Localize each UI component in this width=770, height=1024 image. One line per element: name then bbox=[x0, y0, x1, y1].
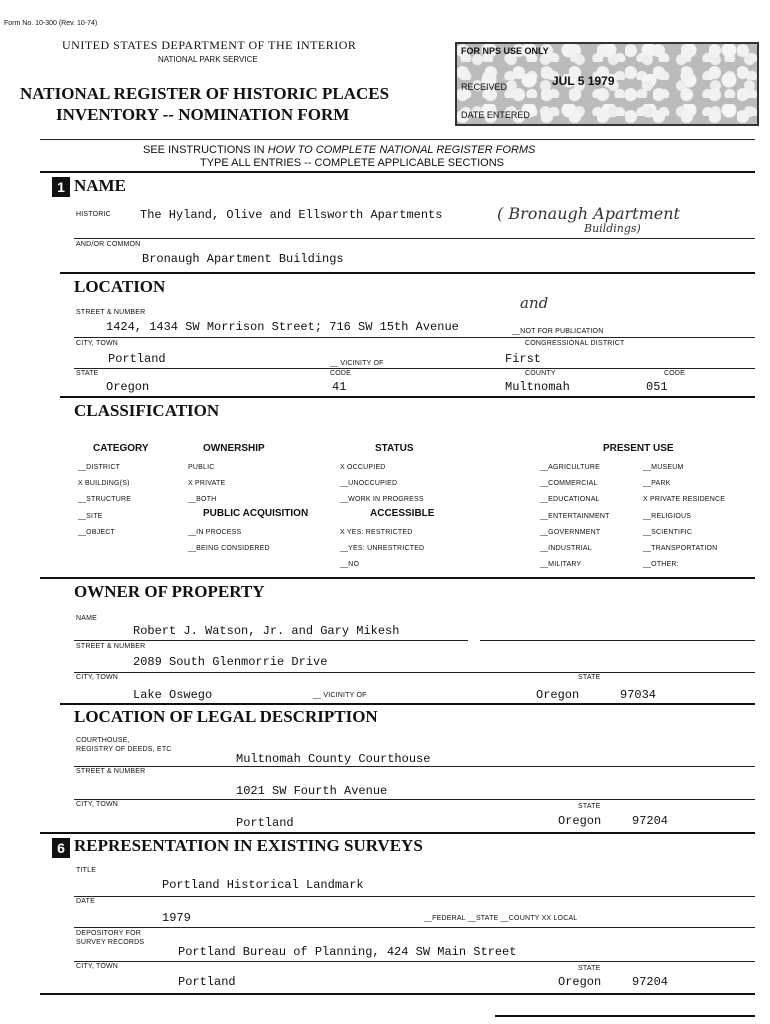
category-item: __STRUCTURE bbox=[78, 496, 132, 504]
present-use-item: __EDUCATIONAL bbox=[540, 496, 600, 504]
date-entered-label: DATE ENTERED bbox=[461, 110, 530, 120]
owner-state-value: Oregon bbox=[536, 688, 580, 702]
category-list bbox=[78, 460, 131, 541]
form-title: NATIONAL REGISTER OF HISTORIC PLACES bbox=[20, 84, 390, 103]
present-use-item: __MILITARY bbox=[540, 561, 582, 569]
county-code-label: CODE bbox=[664, 370, 686, 377]
rule bbox=[74, 896, 755, 897]
ownership-item: PUBLIC bbox=[188, 464, 215, 471]
historic-handwriting: ( Bronaugh Apartment bbox=[497, 204, 680, 223]
survey-city-label: CITY, TOWN bbox=[76, 963, 119, 970]
public-acquisition-heading: PUBLIC ACQUISITION bbox=[203, 508, 309, 519]
rule bbox=[74, 766, 755, 767]
common-value: Bronaugh Apartment Buildings bbox=[142, 252, 344, 266]
rule bbox=[74, 368, 755, 369]
ownership-heading: OWNERSHIP bbox=[203, 443, 265, 454]
owner-street-value: 2089 South Glenmorrie Drive bbox=[133, 655, 328, 669]
rule bbox=[480, 640, 755, 641]
city-value: Portland bbox=[108, 352, 166, 366]
rule bbox=[74, 640, 468, 641]
category-item: __OBJECT bbox=[78, 528, 115, 536]
vicinity-label: __ VICINITY OF bbox=[330, 360, 384, 367]
section-heading-owner: OWNER OF PROPERTY bbox=[74, 582, 265, 601]
ownership-item: X PRIVATE bbox=[188, 480, 226, 488]
present-use-item: __GOVERNMENT bbox=[540, 528, 601, 536]
rule bbox=[60, 272, 755, 274]
code-label: CODE bbox=[330, 370, 352, 377]
rule bbox=[74, 672, 755, 673]
congressional-district-value: First bbox=[505, 352, 542, 366]
survey-records-label: SURVEY RECORDS bbox=[76, 939, 145, 946]
survey-state-value: Oregon bbox=[558, 975, 602, 989]
present-use-list-right bbox=[643, 460, 725, 573]
courthouse-value: Multnomah County Courthouse bbox=[236, 752, 431, 766]
category-item: X BUILDING(S) bbox=[78, 480, 130, 488]
present-use-item: __MUSEUM bbox=[643, 464, 684, 471]
present-use-item: __TRANSPORTATION bbox=[643, 545, 718, 553]
status-item: __WORK IN PROGRESS bbox=[340, 496, 424, 504]
present-use-item: X PRIVATE RESIDENCE bbox=[643, 496, 726, 504]
rule bbox=[60, 396, 755, 398]
ownership-list bbox=[188, 460, 225, 509]
category-item: __SITE bbox=[78, 512, 103, 520]
status-heading: STATUS bbox=[375, 443, 414, 454]
rule bbox=[495, 1015, 755, 1017]
present-use-item: __OTHER: bbox=[643, 561, 679, 569]
category-heading: CATEGORY bbox=[93, 443, 149, 454]
rule bbox=[74, 238, 755, 239]
legal-street-label: STREET & NUMBER bbox=[76, 768, 146, 775]
courthouse-label: COURTHOUSE, bbox=[76, 737, 130, 744]
survey-state-label: STATE bbox=[578, 965, 601, 972]
survey-date-label: DATE bbox=[76, 898, 95, 905]
county-label: COUNTY bbox=[525, 370, 556, 377]
section-number: 6 bbox=[52, 838, 70, 858]
owner-city-value: Lake Oswego bbox=[133, 688, 213, 702]
state-value: Oregon bbox=[106, 380, 150, 394]
legal-city-value: Portland bbox=[236, 816, 294, 830]
historic-label: HISTORIC bbox=[76, 211, 111, 218]
rule bbox=[74, 927, 755, 928]
county-code-value: 051 bbox=[646, 380, 668, 394]
street-value: 1424, 1434 SW Morrison Street; 716 SW 15th Avenue bbox=[106, 320, 459, 334]
present-use-item: __RELIGIOUS bbox=[643, 512, 692, 520]
present-use-item: __ENTERTAINMENT bbox=[540, 512, 610, 520]
rule bbox=[60, 703, 755, 705]
instructions-line2: TYPE ALL ENTRIES -- COMPLETE APPLICABLE SECTIONS bbox=[200, 157, 505, 169]
survey-levels: __FEDERAL __STATE __COUNTY XX LOCAL bbox=[424, 915, 578, 922]
survey-zip: 97204 bbox=[632, 975, 669, 989]
section-heading-name: NAME bbox=[74, 176, 126, 195]
accessible-item: __YES: UNRESTRICTED bbox=[340, 545, 425, 553]
legal-street-value: 1021 SW Fourth Avenue bbox=[236, 784, 388, 798]
present-use-heading: PRESENT USE bbox=[603, 443, 674, 454]
department: UNITED STATES DEPARTMENT OF THE INTERIOR bbox=[62, 38, 357, 52]
owner-city-label: CITY, TOWN bbox=[76, 674, 119, 681]
accessible-heading: ACCESSIBLE bbox=[370, 508, 435, 519]
ownership-item: __BOTH bbox=[188, 496, 217, 504]
present-use-item: __PARK bbox=[643, 480, 671, 488]
section-heading-classification: CLASSIFICATION bbox=[74, 401, 220, 420]
park-service: NATIONAL PARK SERVICE bbox=[158, 55, 258, 64]
present-use-item: __SCIENTIFIC bbox=[643, 528, 693, 536]
status-item: X OCCUPIED bbox=[340, 464, 386, 471]
section-heading-legal: LOCATION OF LEGAL DESCRIPTION bbox=[74, 707, 378, 726]
received-label: RECEIVED bbox=[461, 82, 508, 92]
rule bbox=[74, 799, 755, 800]
rule bbox=[40, 577, 755, 579]
present-use-list-left bbox=[540, 460, 610, 573]
status-list bbox=[340, 460, 424, 509]
rule bbox=[40, 832, 755, 834]
form-subtitle: INVENTORY -- NOMINATION FORM bbox=[56, 105, 350, 124]
public-acquisition-item: __BEING CONSIDERED bbox=[188, 545, 270, 553]
street-label: STREET & NUMBER bbox=[76, 309, 146, 316]
survey-city-value: Portland bbox=[178, 975, 236, 989]
legal-city-label: CITY, TOWN bbox=[76, 801, 119, 808]
accessible-item: __NO bbox=[340, 561, 360, 569]
header-rule bbox=[40, 139, 755, 140]
city-label: CITY, TOWN bbox=[76, 340, 119, 347]
survey-title-value: Portland Historical Landmark bbox=[162, 878, 364, 892]
county-value: Multnomah bbox=[505, 380, 570, 394]
section-heading-location: LOCATION bbox=[74, 277, 166, 296]
rule bbox=[74, 337, 755, 338]
survey-date-value: 1979 bbox=[162, 911, 191, 925]
nps-use-box bbox=[455, 42, 759, 126]
owner-state-label: STATE bbox=[578, 674, 601, 681]
registry-label: REGISTRY OF DEEDS, ETC bbox=[76, 746, 172, 753]
status-item: __UNOCCUPIED bbox=[340, 480, 398, 488]
not-for-publication: __NOT FOR PUBLICATION bbox=[512, 328, 604, 335]
section-heading-survey: REPRESENTATION IN EXISTING SURVEYS bbox=[74, 836, 423, 855]
owner-name-label: NAME bbox=[76, 615, 98, 622]
depository-value: Portland Bureau of Planning, 424 SW Main Street bbox=[178, 945, 517, 959]
state-label: STATE bbox=[76, 370, 99, 377]
public-acquisition-item: __IN PROCESS bbox=[188, 529, 242, 536]
accessible-list bbox=[340, 525, 424, 574]
owner-vicinity-label: __ VICINITY OF bbox=[313, 692, 367, 699]
rule bbox=[74, 961, 755, 962]
street-handwriting: and bbox=[520, 294, 549, 312]
category-item: __DISTRICT bbox=[78, 464, 121, 471]
legal-state-label: STATE bbox=[578, 803, 601, 810]
survey-title-label: TITLE bbox=[76, 867, 97, 874]
owner-street-label: STREET & NUMBER bbox=[76, 643, 146, 650]
present-use-item: __AGRICULTURE bbox=[540, 464, 601, 471]
common-label: AND/OR COMMON bbox=[76, 241, 141, 248]
historic-handwriting-2: Buildings) bbox=[584, 222, 641, 235]
owner-name-value: Robert J. Watson, Jr. and Gary Mikesh bbox=[133, 624, 400, 638]
legal-state-value: Oregon bbox=[558, 814, 602, 828]
owner-zip: 97034 bbox=[620, 688, 657, 702]
rule bbox=[40, 993, 755, 995]
depository-label: DEPOSITORY FOR bbox=[76, 930, 142, 937]
accessible-item: X YES: RESTRICTED bbox=[340, 529, 413, 536]
section-rule bbox=[40, 171, 755, 173]
instructions-line1: SEE INSTRUCTIONS IN HOW TO COMPLETE NATIONAL REGISTER FORMS bbox=[143, 144, 536, 156]
historic-value: The Hyland, Olive and Ellsworth Apartments bbox=[140, 208, 443, 222]
legal-zip: 97204 bbox=[632, 814, 669, 828]
present-use-item: __INDUSTRIAL bbox=[540, 545, 592, 553]
public-acquisition-list bbox=[188, 525, 270, 557]
present-use-item: __COMMERCIAL bbox=[540, 480, 598, 488]
section-number: 1 bbox=[52, 177, 70, 197]
form-number: Form No. 10-300 (Rev. 10-74) bbox=[4, 20, 98, 27]
received-stamp: JUL 5 1979 bbox=[552, 74, 615, 88]
nps-label: FOR NPS USE ONLY bbox=[461, 46, 549, 56]
congressional-district-label: CONGRESSIONAL DISTRICT bbox=[525, 340, 625, 347]
code-value: 41 bbox=[332, 380, 347, 394]
